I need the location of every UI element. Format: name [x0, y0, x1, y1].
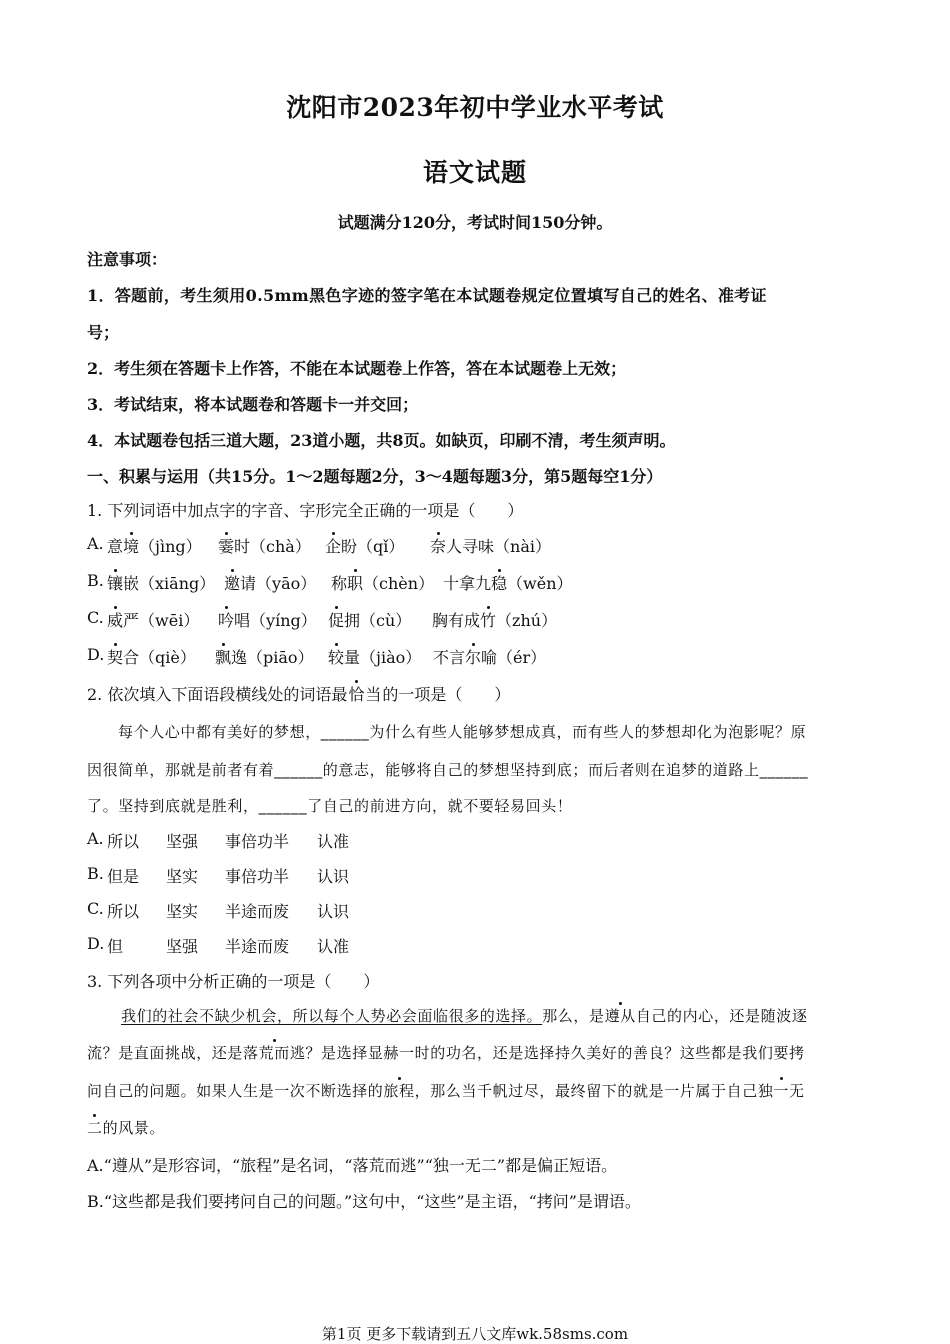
- option-choice: 事倍功半: [225, 867, 290, 886]
- option-choice: 所以: [107, 832, 140, 851]
- passage-line: 每个人心中都有美好的梦想，______为什么有些人能够梦想成真，而有些人的梦想却化为泡影呢？原: [118, 723, 807, 741]
- option-choice: 但: [107, 937, 124, 956]
- option-word: 邀请（yāo）: [224, 574, 317, 593]
- question-3-stem: 3. 下列各项中分析正确的一项是（ ）: [87, 972, 380, 991]
- notice-item-4: 4．本试题卷包括三道大题，23道小题，共8页。如缺页，印刷不清，考生须声明。: [87, 431, 676, 450]
- option-choice: 认识: [317, 902, 350, 921]
- question-3-option-b: B.“这些都是我们要拷问自己的问题。”这句中，“这些”是主语，“拷问”是谓语。: [87, 1192, 641, 1211]
- option-word: 较量（jiào）: [328, 648, 422, 667]
- option-choice: 但是: [107, 867, 140, 886]
- option-word: 镶嵌（xiāng）: [107, 574, 216, 593]
- option-word: 飘逸（piāo）: [215, 648, 314, 667]
- question-2-stem: 2. 依次填入下面语段横线处的词语最恰当的一项是（ ）: [87, 685, 511, 704]
- passage-line: 我们的社会不缺少机会，所以每个人势必会面临很多的选择。那么，是遵从自己的内心，还是随波逐: [121, 1007, 808, 1025]
- option-choice: 坚强: [166, 937, 199, 956]
- option-letter: A.: [87, 534, 104, 553]
- notice-item-1-cont: 号；: [87, 323, 120, 342]
- option-letter: A.: [87, 829, 104, 848]
- option-letter: C.: [87, 608, 104, 627]
- option-choice: 认准: [317, 832, 350, 851]
- section-heading: 一、积累与运用（共15分。1～2题每题2分，3～4题每题3分，第5题每空1分）: [87, 467, 663, 486]
- exam-info: 试题满分120分，考试时间150分钟。: [337, 213, 613, 232]
- notice-item-1: 1．答题前，考生须用0.5mm黑色字迹的签字笔在本试题卷规定位置填写自己的姓名、准考证: [87, 286, 767, 305]
- option-word: 胸有成竹（zhú）: [432, 611, 558, 630]
- passage-line: 问自己的问题。如果人生是一次不断选择的旅程，那么当千帆过尽，最终留下的就是一片属于自己独一无: [87, 1082, 805, 1100]
- option-word: 促拥（cù）: [328, 611, 412, 630]
- option-choice: 坚实: [166, 902, 199, 921]
- option-word: 吟唱（yíng）: [218, 611, 317, 630]
- notice-item-3: 3．考试结束，将本试题卷和答题卡一并交回；: [87, 395, 419, 414]
- option-choice: 所以: [107, 902, 140, 921]
- option-word: 契合（qiè）: [107, 648, 196, 667]
- option-choice: 坚强: [166, 832, 199, 851]
- option-word: 威严（wēi）: [107, 611, 200, 630]
- option-word: 霎时（chà）: [218, 537, 311, 556]
- option-word: 称职（chèn）: [331, 574, 435, 593]
- exam-title: 沈阳市2023年初中学业水平考试: [286, 93, 664, 122]
- option-choice: 半途而废: [225, 902, 290, 921]
- option-choice: 事倍功半: [225, 832, 290, 851]
- option-word: 十拿九稳（wěn）: [443, 574, 573, 593]
- option-word: 不言尔喻（ér）: [433, 648, 547, 667]
- passage-line: 因很简单，那就是前者有着______的意志，能够将自己的梦想坚持到底；而后者则在追梦的道路上______: [87, 761, 809, 779]
- question-3-option-a: A.“遵从”是形容词，“旅程”是名词，“落荒而逃”“独一无二”都是偏正短语。: [87, 1156, 618, 1175]
- page-footer: 第1页 更多下载请到五八文库wk.58sms.com: [321, 1325, 629, 1343]
- subject-title: 语文试题: [422, 158, 527, 187]
- option-choice: 认识: [317, 867, 350, 886]
- option-word: 企盼（qǐ）: [325, 537, 405, 556]
- option-choice: 坚实: [166, 867, 199, 886]
- passage-line: 二的风景。: [87, 1119, 166, 1137]
- passage-line: 流？是直面挑战，还是落荒而逃？是选择显赫一时的功名，还是选择持久美好的善良？这些都是我们要拷: [87, 1044, 805, 1062]
- option-letter: D.: [87, 934, 105, 953]
- option-choice: 认准: [317, 937, 350, 956]
- option-letter: B.: [87, 864, 104, 883]
- option-choice: 半途而废: [225, 937, 290, 956]
- option-letter: B.: [87, 571, 104, 590]
- passage-line: 了。坚持到底就是胜利，______了自己的前进方向，就不要轻易回头！: [87, 797, 573, 815]
- notice-item-2: 2．考生须在答题卡上作答，不能在本试题卷上作答，答在本试题卷上无效；: [87, 359, 627, 378]
- option-word: 奈人寻味（nài）: [430, 537, 551, 556]
- question-1-stem: 1. 下列词语中加点字的字音、字形完全正确的一项是（ ）: [87, 501, 524, 520]
- notice-heading: 注意事项：: [87, 250, 168, 269]
- option-word: 意境（jìng）: [107, 537, 202, 556]
- option-letter: C.: [87, 899, 104, 918]
- option-letter: D.: [87, 645, 105, 664]
